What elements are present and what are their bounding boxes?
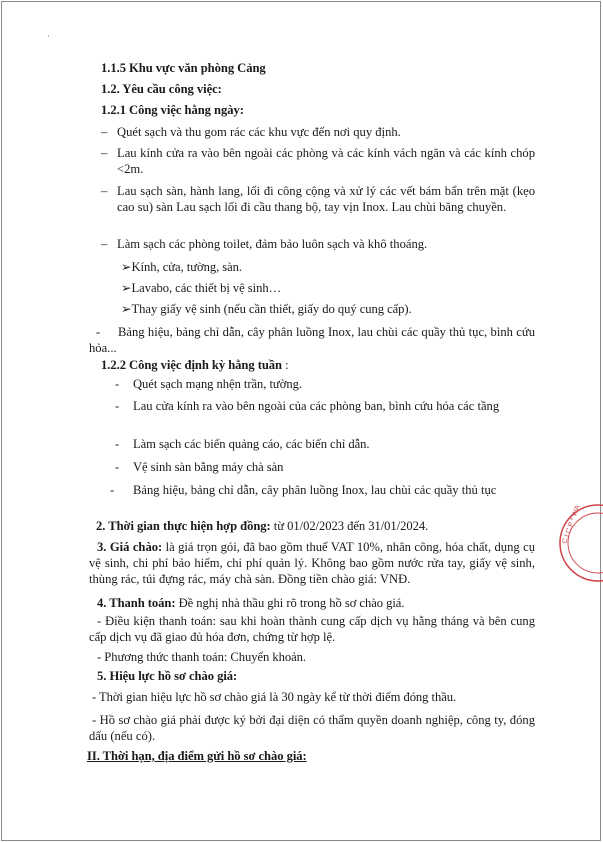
validity-1: - Thời gian hiệu lực hồ sơ chào giá là 30 ngày kể từ thời điểm đóng thầu. [92,690,457,704]
heading-1-2-1: 1.2.1 Công việc hằng ngày: [101,103,244,117]
toilet-subtask-label: Lavabo, các thiết bị vệ sinh… [131,281,282,295]
toilet-subtask-2 [121,280,281,296]
price-label: 3. Giá chào: [97,540,163,554]
daily-task-dash: – [101,146,108,160]
price-value: là giá trọn gói, đã bao gồm thuế VAT 10%, nhân công, hóa chất, dụng cụ vệ sinh, chi phí bảo hiểm, chi phí quản lý. Không bao gồm nước rửa tay, giấy vệ sinh, thùng rác, túi đựng rác, máy chà sàn. Đồng tiền chào giá: VNĐ. [89,540,535,586]
daily-task-4: Làm sạch các phòng toilet, đảm bảo luôn sạch và khô thoáng. [117,237,428,251]
validity-heading: 5. Hiệu lực hồ sơ chào giá: [97,669,238,683]
payment-value: Đề nghị nhà thầu ghi rõ trong hồ sơ chào giá. [175,596,405,610]
validity-2: - Hồ sơ chào giá phải được ký bởi đại diện có thẩm quyền doanh nghiệp, công ty, đóng dấu (nếu có). [89,713,535,743]
weekly-task-dash: - [115,460,120,474]
weekly-task-dash: - [115,377,120,391]
daily-task-2: Lau kính cửa ra vào bên ngoài các phòng và các kính vách ngăn và các kính chóp <2m. [117,146,535,176]
payment [97,595,404,611]
arrow-bullet-icon: ➢ [121,281,132,295]
heading-1-1-5: 1.1.5 Khu vực văn phòng Cảng [101,61,266,75]
signboard-daily: Bảng hiệu, bảng chỉ dẫn, cây phân luồng Inox, lau chùi các quầy thủ tục, bình cứu hỏa... [89,325,535,355]
heading-1-2-2-label: 1.2.2 Công việc định kỳ hằng tuần [101,358,283,372]
weekly-task-dash: - [115,437,120,451]
price-paragraph [89,539,535,587]
contract-time-value: từ 01/02/2023 đến 31/01/2024. [270,519,429,533]
stamp-text: C.I.C.P * WA [561,504,582,545]
weekly-task-4: Vệ sinh sàn bằng máy chà sàn [133,460,284,474]
payment-label: 4. Thanh toán: [97,596,176,610]
weekly-task-1: Quét sạch mạng nhện trần, tường. [133,377,302,391]
toilet-subtask-1 [121,259,242,275]
daily-task-dash: – [101,184,108,198]
weekly-task-3: Làm sạch các biển quảng cáo, các biển chỉ dẫn. [133,437,370,451]
toilet-subtask-3 [121,301,412,317]
arrow-bullet-icon: ➢ [121,302,132,316]
daily-task-dash: – [101,125,108,139]
contract-time-label: 2. Thời gian thực hiện hợp đồng: [96,519,271,533]
weekly-task-2: Lau cửa kính ra vào bên ngoài của các phòng ban, bình cứu hỏa các tầng [133,399,500,413]
weekly-task-dash: - [115,399,120,413]
heading-II: II. Thời hạn, địa điểm gửi hồ sơ chào giá: [87,749,307,763]
red-stamp [546,498,603,588]
red-stamp-graphic [546,498,603,588]
weekly-task-5: Bảng hiệu, bảng chỉ dẫn, cây phân luồng Inox, lau chùi các quầy thủ tục [133,483,497,497]
daily-task-1: Quét sạch và thu gom rác các khu vực đến nơi quy định. [117,125,401,139]
signboard-dash: - [96,325,101,339]
weekly-task-dash: - [110,483,115,497]
payment-condition: - Điều kiện thanh toán: sau khi hoàn thành cung cấp dịch vụ hằng tháng và bên cung cấp dịch vụ đã giao đủ hóa đơn, chứng từ hợp lệ. [89,614,535,644]
contract-time [96,518,428,534]
heading-1-2-2-colon: : [282,358,289,372]
daily-task-3: Lau sạch sàn, hành lang, lối đi công cộng và xử lý các vết bám bẩn trên mặt (kẹo cao su) sàn Lau sạch lối đi cầu thang bộ, tay vịn Inox. Lau chùi băng chuyền. [117,184,535,214]
heading-1-2: 1.2. Yêu cầu công việc: [101,82,222,96]
heading-1-2-2 [101,357,289,373]
scan-mark: ˙ [47,34,50,44]
arrow-bullet-icon: ➢ [121,260,132,274]
toilet-subtask-label: Thay giấy vệ sinh (nếu cần thiết, giấy do quý cung cấp). [131,302,412,316]
toilet-subtask-label: Kính, cửa, tường, sàn. [131,260,243,274]
daily-task-dash: – [101,237,108,251]
payment-method: - Phương thức thanh toán: Chuyển khoản. [97,650,306,664]
